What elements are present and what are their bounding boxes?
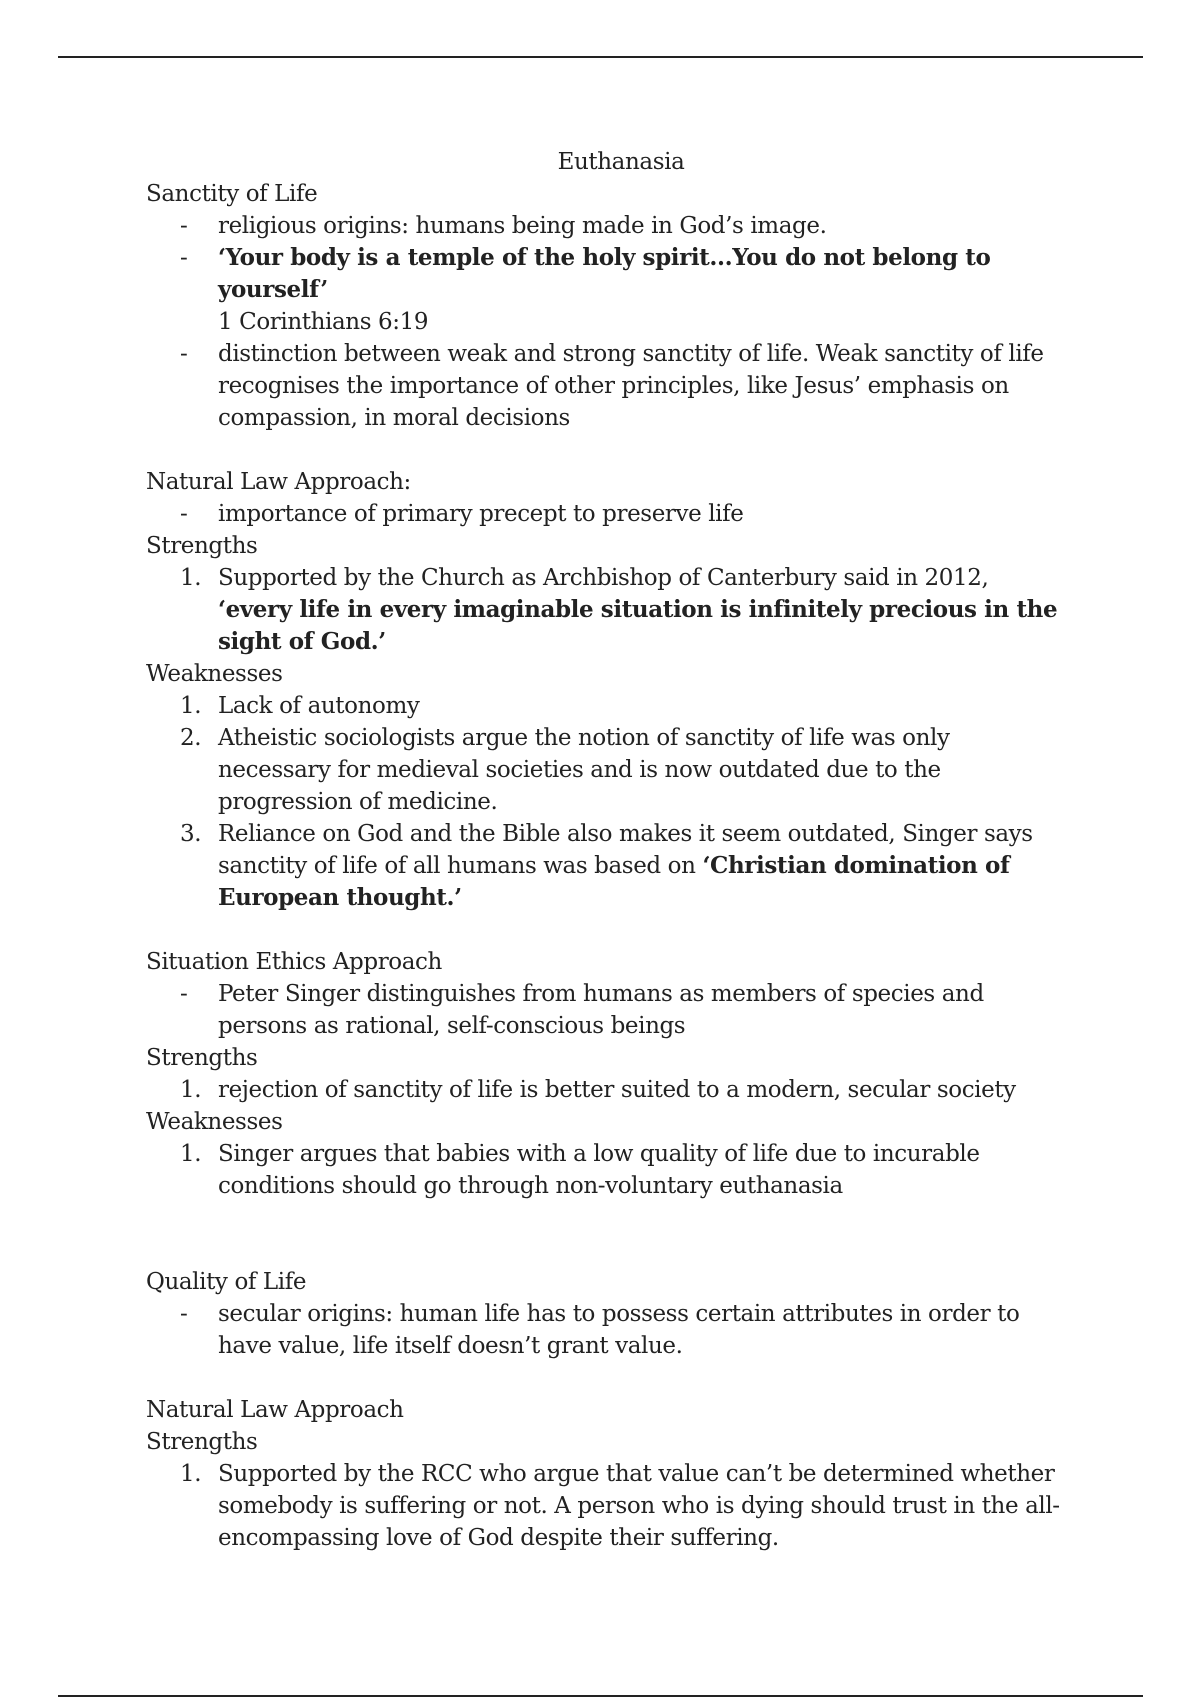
number-marker: 1. [180, 1461, 202, 1487]
dash-marker: - [180, 501, 188, 527]
item-text: Supported by the RCC who argue that value can’t be determined whether somebody is suffering or not. A person who is dying should trust in the all-encompassing love of God despite their suffering. [218, 1461, 1060, 1551]
section-heading-sanctity: Sanctity of Life [146, 181, 318, 207]
item-quote: ‘every life in every imaginable situation is infinitely precious in the sight of God.’ [218, 596, 1058, 655]
subsection-heading-natural-law-quality: Natural Law Approach [146, 1397, 404, 1423]
subsection-heading-situation-ethics: Situation Ethics Approach [146, 949, 442, 975]
page-title: Euthanasia [557, 149, 685, 175]
situation-ethics-bullet-list [146, 978, 1066, 1042]
item-text: Supported by the Church as Archbishop of Canterbury said in 2012, [218, 565, 989, 591]
weaknesses-heading: Weaknesses [146, 661, 283, 687]
list-item [146, 210, 1066, 242]
list-item [146, 818, 1066, 914]
number-marker: 1. [180, 565, 202, 591]
bullet-text: importance of primary precept to preserve life [218, 501, 744, 527]
list-item [146, 1138, 1066, 1202]
dash-marker: - [180, 1301, 188, 1327]
spacer [146, 1202, 1066, 1266]
weaknesses-list [146, 690, 1066, 914]
dash-marker: - [180, 981, 188, 1007]
item-quote: ‘Christian domination of European thought.’ [218, 852, 1010, 911]
bullet-quote: ‘Your body is a temple of the holy spirit...You do not belong to yourself’ [218, 244, 991, 303]
number-marker: 1. [180, 1141, 202, 1167]
list-item [146, 690, 1066, 722]
strengths-heading: Strengths [146, 1045, 258, 1071]
spacer [146, 914, 1066, 946]
dash-marker: - [180, 245, 188, 271]
list-item [146, 1298, 1066, 1362]
strengths-list [146, 1458, 1066, 1554]
sanctity-bullet-list [146, 210, 1066, 434]
spacer [146, 1362, 1066, 1394]
list-item [146, 978, 1066, 1042]
item-text: Singer argues that babies with a low quality of life due to incurable conditions should go through non-voluntary euthanasia [218, 1141, 980, 1199]
weaknesses-list [146, 1138, 1066, 1202]
strengths-heading: Strengths [146, 533, 258, 559]
list-item [146, 338, 1066, 434]
bullet-citation: 1 Corinthians 6:19 [218, 309, 429, 335]
subsection-heading-natural-law: Natural Law Approach: [146, 469, 411, 495]
list-item [146, 1074, 1066, 1106]
natural-law-bullet-list [146, 498, 1066, 530]
item-text: Atheistic sociologists argue the notion of sanctity of life was only necessary for medieval societies and is now outdated due to the progression of medicine. [218, 725, 950, 815]
strengths-list [146, 562, 1066, 658]
number-marker: 1. [180, 693, 202, 719]
quality-bullet-list [146, 1298, 1066, 1362]
item-text: Lack of autonomy [218, 693, 420, 719]
list-item [146, 498, 1066, 530]
top-rule [58, 56, 1143, 58]
bullet-text: distinction between weak and strong sanctity of life. Weak sanctity of life recognises the importance of other principles, like Jesus’ emphasis on compassion, in moral decisions [218, 341, 1044, 431]
number-marker: 2. [180, 725, 202, 751]
document-body [146, 146, 1066, 1554]
list-item [146, 242, 1066, 338]
number-marker: 1. [180, 1077, 202, 1103]
section-heading-quality: Quality of Life [146, 1269, 307, 1295]
bullet-text: Peter Singer distinguishes from humans as members of species and persons as rational, self-conscious beings [218, 981, 984, 1039]
spacer [146, 434, 1066, 466]
dash-marker: - [180, 341, 188, 367]
strengths-heading: Strengths [146, 1429, 258, 1455]
dash-marker: - [180, 213, 188, 239]
list-item [146, 562, 1066, 658]
strengths-list [146, 1074, 1066, 1106]
bullet-text: secular origins: human life has to possess certain attributes in order to have value, life itself doesn’t grant value. [218, 1301, 1020, 1359]
list-item [146, 722, 1066, 818]
bullet-text: religious origins: humans being made in God’s image. [218, 213, 827, 239]
item-text: rejection of sanctity of life is better suited to a modern, secular society [218, 1077, 1016, 1103]
number-marker: 3. [180, 821, 202, 847]
item-text: Reliance on God and the Bible also makes it seem outdated, Singer says sanctity of life of all humans was based on [218, 821, 1033, 879]
list-item [146, 1458, 1066, 1554]
bottom-rule [58, 1695, 1143, 1697]
weaknesses-heading: Weaknesses [146, 1109, 283, 1135]
